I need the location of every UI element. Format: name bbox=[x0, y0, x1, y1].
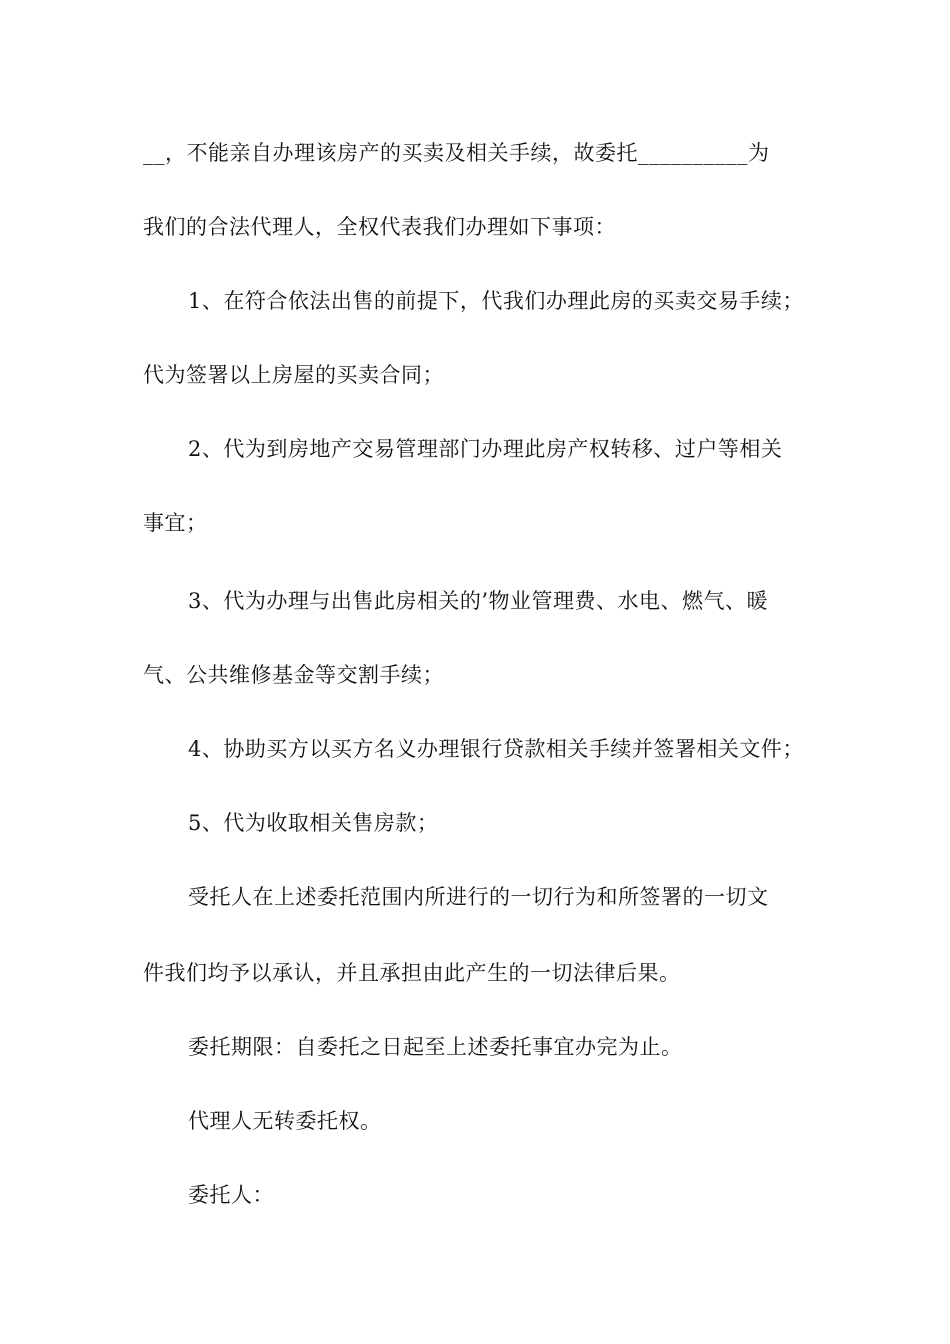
paragraph-line: 件我们均予以承认，并且承担由此产生的一切法律后果。 bbox=[143, 961, 681, 985]
paragraph-line: 受托人在上述委托范围内所进行的一切行为和所签署的一切文 bbox=[188, 885, 769, 909]
list-item-4: 4、协助买方以买方名义办理银行贷款相关手续并签署相关文件； bbox=[188, 737, 804, 761]
list-item-1: 1、在符合依法出售的前提下，代我们办理此房的买卖交易手续； bbox=[188, 289, 804, 313]
paragraph-line: 事宜； bbox=[143, 511, 208, 535]
list-item-2: 2、代为到房地产交易管理部门办理此房产权转移、过户等相关 bbox=[188, 437, 783, 461]
paragraph-line: 气、公共维修基金等交割手续； bbox=[143, 663, 444, 687]
list-item-5: 5、代为收取相关售房款； bbox=[188, 811, 439, 835]
sub-delegation-line: 代理人无转委托权。 bbox=[188, 1109, 382, 1133]
list-item-3: 3、代为办理与出售此房相关的’物业管理费、水电、燃气、暖 bbox=[188, 589, 769, 613]
paragraph-line: 代为签署以上房屋的买卖合同； bbox=[143, 363, 444, 387]
principal-label: 委托人： bbox=[188, 1183, 274, 1207]
term-line: 委托期限：自委托之日起至上述委托事宜办完为止。 bbox=[188, 1035, 683, 1059]
paragraph-line: __，不能亲自办理该房产的买卖及相关手续，故委托__________为 bbox=[143, 141, 770, 165]
paragraph-line: 我们的合法代理人，全权代表我们办理如下事项： bbox=[143, 215, 616, 239]
